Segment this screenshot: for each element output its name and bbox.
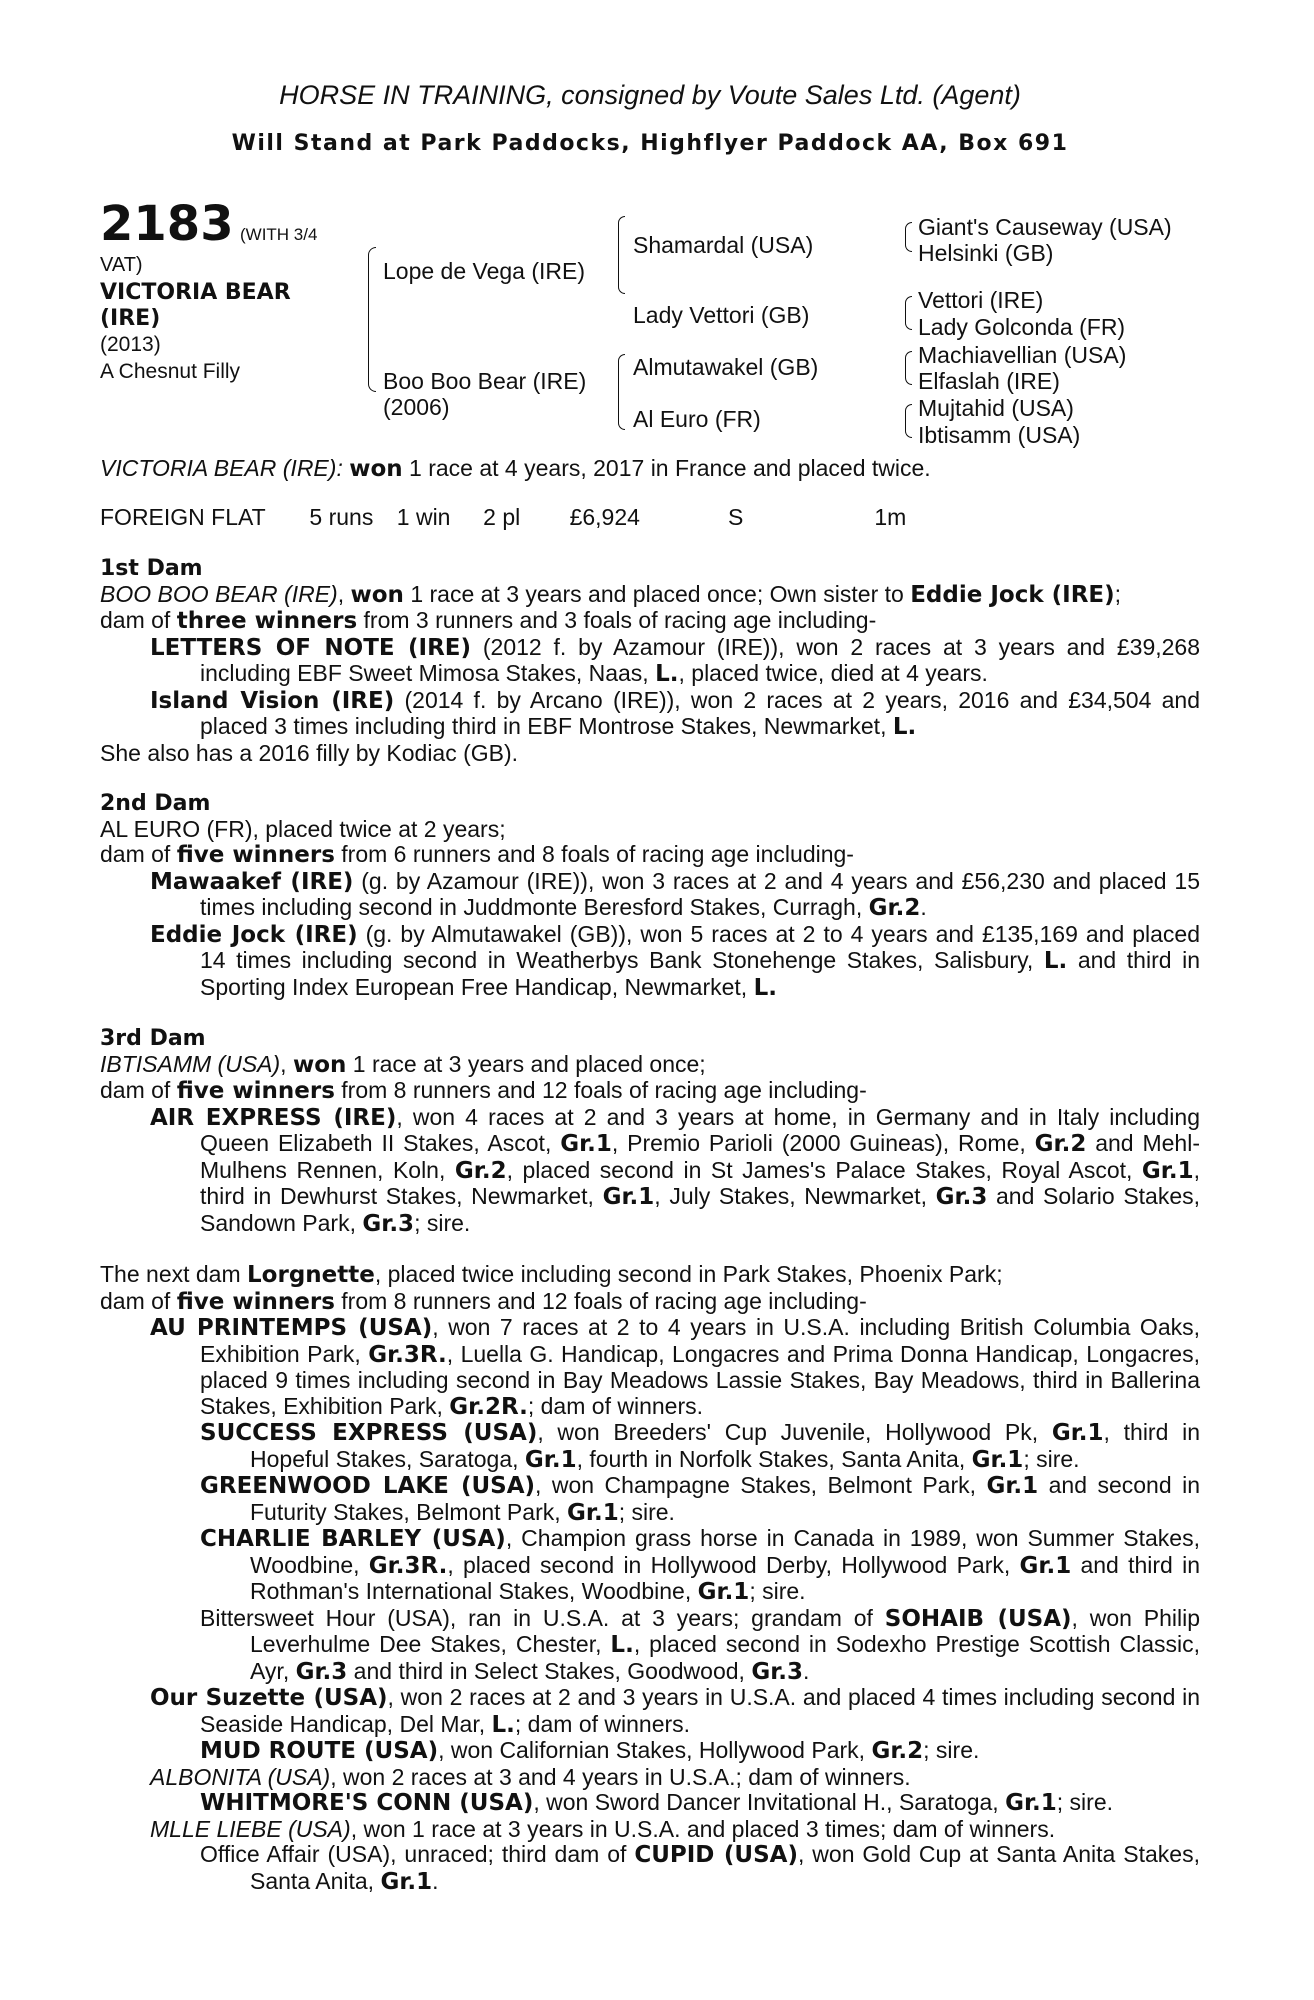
produce-entry: Eddie Jock (IRE) (g. by Almutawakel (GB)), won 5 races at 2 to 4 years and £135,169 and placed 14 times including second in Weatherbys Bank Stonehenge Stakes, Salisbury, L. and third in Sporting Index European Free Handicap, Newmarket, L. — [150, 920, 1200, 1001]
first-dam-record: BOO BOO BEAR (IRE), won 1 race at 3 years and placed once; Own sister to Eddie Jock (IRE); — [100, 580, 1122, 608]
produce-entry: AU PRINTEMPS (USA), won 7 races at 2 to 4 years in U.S.A. including British Columbia Oaks, Exhibition Park, Gr.3R., Luella G. Handicap, Longacres and Prima Donna Handicap, Longacres, placed 9 times including second in Bay Meadows Lassie Stakes, Bay Meadows, third in Ballerina Stakes, Exhibition Park, Gr.2R.; dam of winners. — [150, 1314, 1200, 1420]
great-grandparent-7: Mujtahid (USA) — [918, 395, 1074, 421]
lot-vat-note-cont: VAT) — [100, 254, 143, 276]
pedigree-bracket — [618, 216, 625, 294]
second-dam-produce: dam of five winners from 6 runners and 8 foals of racing age including- — [100, 841, 854, 868]
first-dam-produce: dam of three winners from 3 runners and 3 foals of racing age including- — [100, 607, 877, 634]
horse-name: VICTORIA BEAR — [100, 280, 291, 305]
record-category: FOREIGN FLAT — [100, 503, 266, 530]
sire-sire: Shamardal (USA) — [633, 232, 814, 258]
great-grandparent-1: Giant's Causeway (USA) — [918, 214, 1172, 240]
first-dam-heading: 1st Dam — [100, 556, 203, 581]
next-dam-record: The next dam Lorgnette, placed twice including second in Park Stakes, Phoenix Park; — [100, 1261, 1003, 1288]
third-dam-record: IBTISAMM (USA), won 1 race at 3 years and placed once; — [100, 1050, 706, 1078]
produce-entry: MLLE LIEBE (USA), won 1 race at 3 years in U.S.A. and placed 3 times; dam of winners. — [150, 1815, 1056, 1842]
third-dam-produce: dam of five winners from 8 runners and 12 foals of racing age including- — [100, 1077, 867, 1104]
record-prize-money: £6,924 — [569, 503, 640, 530]
lot-heading — [100, 196, 317, 252]
produce-entry: LETTERS OF NOTE (IRE) (2012 f. by Azamour (IRE)), won 2 races at 3 years and £39,268 including EBF Sweet Mimosa Stakes, Naas, L., placed twice, died at 4 years. — [150, 633, 1201, 687]
next-dam-produce: dam of five winners from 8 runners and 12 foals of racing age including- — [100, 1287, 867, 1315]
third-dam-heading: 3rd Dam — [100, 1026, 206, 1051]
foaling-year: (2013) — [100, 333, 161, 356]
great-grandparent-5: Machiavellian (USA) — [918, 342, 1127, 368]
pedigree-block — [100, 194, 1200, 448]
dam-sire: Almutawakel (GB) — [633, 354, 819, 380]
pedigree-bracket — [905, 351, 912, 385]
second-dam-heading: 2nd Dam — [100, 791, 211, 816]
produce-entry: GREENWOOD LAKE (USA), won Champagne Stakes, Belmont Park, Gr.1 and second in Futurity Stakes, Belmont Park, Gr.1; sire. — [200, 1472, 1200, 1526]
record-distance: 1m — [874, 503, 907, 530]
produce-entry: AIR EXPRESS (IRE), won 4 races at 2 and 3 years at home, in Germany and in Italy including Queen Elizabeth II Stakes, Ascot, Gr.1, Premio Parioli (2000 Guineas), Rome, Gr.2 and Mehl-Mulhens Rennen, Koln, Gr.2, placed second in St James's Palace Stakes, Royal Ascot, Gr.1, third in Dewhurst Stakes, Newmarket, Gr.1, July Stakes, Newmarket, Gr.3 and Solario Stakes, Sandown Park, Gr.3; sire. — [150, 1103, 1201, 1237]
great-grandparent-8: Ibtisamm (USA) — [918, 422, 1081, 448]
produce-entry: MUD ROUTE (USA), won Californian Stakes, Hollywood Park, Gr.2; sire. — [200, 1737, 980, 1764]
produce-entry: Office Affair (USA), unraced; third dam of CUPID (USA), won Gold Cup at Santa Anita Stakes, Santa Anita, Gr.1. — [200, 1841, 1200, 1895]
lot-vat-note: (WITH 3/4 — [239, 225, 318, 244]
pedigree-bracket — [905, 296, 912, 330]
stabling-location: Will Stand at Park Paddocks, Highflyer Paddock AA, Box 691 — [231, 131, 1069, 156]
produce-entry: Mawaakef (IRE) (g. by Azamour (IRE)), won 3 races at 2 and 4 years and £56,230 and placed 15 times including second in Juddmonte Beresford Stakes, Curragh, Gr.2. — [150, 867, 1200, 921]
produce-entry: Our Suzette (USA), won 2 races at 2 and 3 years in U.S.A. and placed 4 times including second in Seaside Handicap, Del Mar, L.; dam of winners. — [150, 1684, 1200, 1738]
dam-dam: Al Euro (FR) — [633, 406, 761, 432]
race-summary: VICTORIA BEAR (IRE): won 1 race at 4 years, 2017 in France and placed twice. — [100, 455, 931, 482]
dam: Boo Boo Bear (IRE) — [383, 368, 587, 394]
pedigree-bracket — [368, 247, 376, 392]
produce-entry: Island Vision (IRE) (2014 f. by Arcano (IRE)), won 2 races at 2 years, 2016 and £34,504 and placed 3 times including third in EBF Montrose Stakes, Newmarket, L. — [150, 686, 1200, 740]
first-dam-note: She also has a 2016 filly by Kodiac (GB). — [100, 739, 519, 766]
record-wins: 1 win — [396, 503, 451, 530]
second-dam-record: AL EURO (FR), placed twice at 2 years; — [100, 815, 506, 842]
page-title: HORSE IN TRAINING, consigned by Voute Sales Ltd. (Agent) — [279, 80, 1021, 110]
great-grandparent-6: Elfaslah (IRE) — [918, 368, 1060, 394]
record-surface: S — [727, 503, 744, 530]
lot-number: 2183 — [100, 196, 234, 252]
produce-entry: CHARLIE BARLEY (USA), Champion grass horse in Canada in 1989, won Summer Stakes, Woodbine, Gr.3R., placed second in Hollywood Derby, Hollywood Park, Gr.1 and third in Rothman's International Stakes, Woodbine, Gr.1; sire. — [200, 1525, 1200, 1605]
produce-entry: ALBONITA (USA), won 2 races at 3 and 4 years in U.S.A.; dam of winners. — [150, 1763, 911, 1790]
sire: Lope de Vega (IRE) — [383, 258, 586, 284]
record-runs: 5 runs — [309, 503, 374, 530]
pedigree-bracket — [618, 354, 625, 430]
pedigree-bracket — [905, 222, 912, 252]
pedigree-bracket — [905, 404, 912, 438]
great-grandparent-2: Helsinki (GB) — [918, 240, 1054, 266]
sire-dam: Lady Vettori (GB) — [633, 302, 810, 328]
horse-name-country: (IRE) — [100, 306, 161, 331]
produce-entry: WHITMORE'S CONN (USA), won Sword Dancer Invitational H., Saratoga, Gr.1; sire. — [200, 1789, 1114, 1816]
horse-description: A Chesnut Filly — [100, 360, 241, 383]
dam-year: (2006) — [383, 394, 450, 420]
race-record-row — [100, 505, 1200, 531]
great-grandparent-3: Vettori (IRE) — [918, 287, 1044, 313]
catalogue-page — [100, 80, 1200, 1895]
record-placed: 2 pl — [483, 503, 521, 530]
produce-entry: SUCCESS EXPRESS (USA), won Breeders' Cup Juvenile, Hollywood Pk, Gr.1, third in Hopeful Stakes, Saratoga, Gr.1, fourth in Norfolk Stakes, Santa Anita, Gr.1; sire. — [200, 1419, 1200, 1473]
great-grandparent-4: Lady Golconda (FR) — [918, 314, 1126, 340]
produce-entry: Bittersweet Hour (USA), ran in U.S.A. at 3 years; grandam of SOHAIB (USA), won Philip Leverhulme Dee Stakes, Chester, L., placed second in Sodexho Prestige Scottish Classic, Ayr, Gr.3 and third in Select Stakes, Goodwood, Gr.3. — [200, 1604, 1201, 1685]
